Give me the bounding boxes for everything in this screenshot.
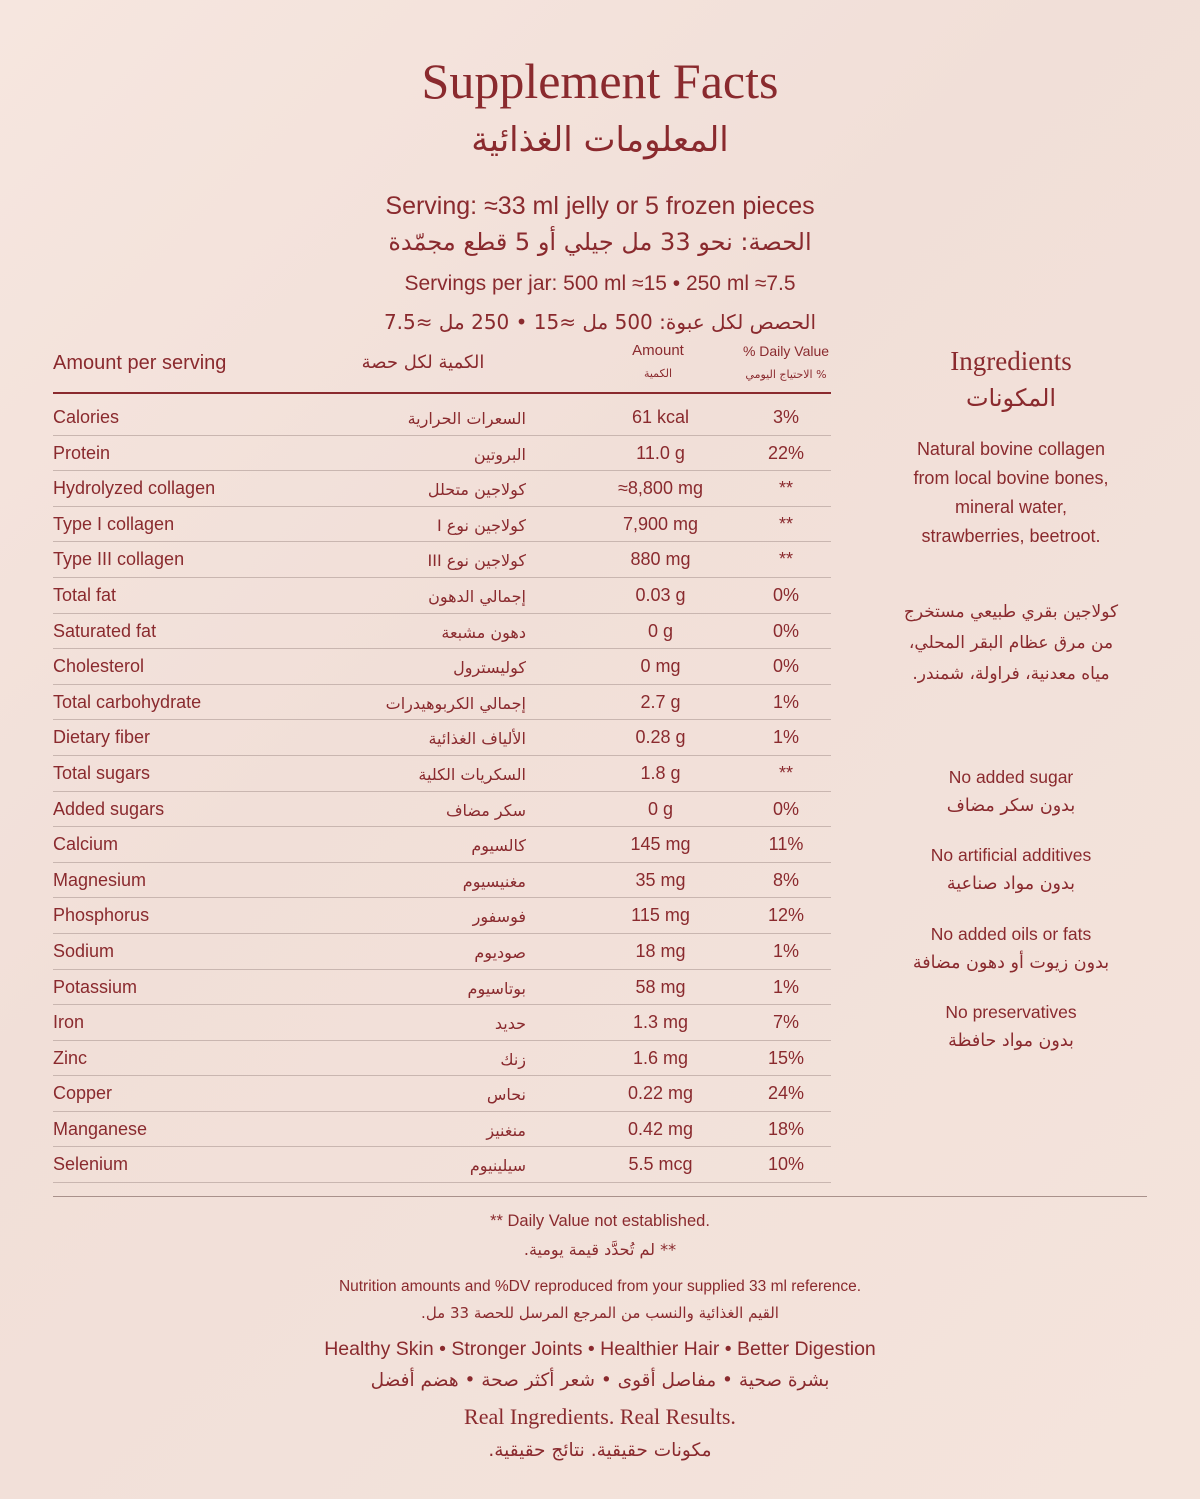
claim-label: No preservatives <box>945 1002 1077 1022</box>
slogan-arabic: مكونات حقيقية. نتائج حقيقية. <box>488 1440 712 1461</box>
page-title-arabic: المعلومات الغذائية <box>471 120 729 160</box>
nutrient-daily-value: ** <box>778 549 793 570</box>
claim-label-arabic: بدون سكر مضاف <box>946 796 1076 816</box>
nutrient-name-arabic: دهون مشبعة <box>441 622 526 642</box>
nutrient-daily-value: 3% <box>772 407 799 427</box>
nutrient-name-arabic: كالسيوم <box>471 836 526 856</box>
nutrient-name: Sodium <box>53 940 115 961</box>
source-note: Nutrition amounts and %DV reproduced from your supplied 33 ml reference. <box>338 1278 862 1295</box>
nutrient-amount: 0.22 mg <box>627 1083 694 1104</box>
slogan: Real Ingredients. Real Results. <box>464 1404 736 1429</box>
claim-no-artificial-additives <box>880 841 1142 899</box>
nutrient-amount: 1.6 mg <box>632 1047 689 1068</box>
ingredients-line: Natural bovine collagen <box>916 439 1106 459</box>
nutrient-name-arabic: حديد <box>494 1014 526 1034</box>
table-row <box>53 1076 831 1112</box>
nutrient-name-arabic: سيلينيوم <box>469 1156 526 1176</box>
nutrient-daily-value: 15% <box>767 1047 805 1068</box>
nutrient-name: Total fat <box>53 584 117 605</box>
nutrient-amount: 61 kcal <box>631 407 690 427</box>
nutrient-name-arabic: السعرات الحرارية <box>407 409 526 428</box>
header-amount-arabic: الكمية <box>643 367 673 380</box>
table-row <box>53 756 831 792</box>
nutrient-daily-value: ** <box>778 513 793 534</box>
nutrient-name-arabic: سكر مضاف <box>445 800 526 820</box>
ingredients-line-arabic: كولاجين بقري طبيعي مستخرج <box>903 602 1119 622</box>
header-daily-value: % Daily Value <box>742 343 830 359</box>
footer-divider <box>53 1196 1147 1197</box>
claim-no-preservatives <box>880 998 1142 1056</box>
servings-per-jar-arabic: الحصص لكل عبوة: 500 مل ≈15 • 250 مل ≈7.5 <box>383 310 817 334</box>
nutrient-amount: 0 mg <box>640 656 681 677</box>
header-amount-per-serving: Amount per serving <box>53 352 227 374</box>
nutrient-name: Calcium <box>53 834 119 855</box>
claim-label: No artificial additives <box>930 845 1092 865</box>
nutrient-name-arabic: بوتاسيوم <box>467 978 526 998</box>
nutrient-name-arabic: كولاجين نوع III <box>427 551 526 571</box>
nutrient-amount: 0 g <box>647 798 674 819</box>
table-row <box>53 507 831 543</box>
nutrient-name-arabic: فوسفور <box>472 907 526 927</box>
table-row <box>53 934 831 970</box>
nutrient-daily-value: 11% <box>768 834 804 855</box>
table-row <box>53 720 831 756</box>
nutrient-amount: 11.0 g <box>636 442 685 463</box>
nutrition-table-header <box>53 340 831 394</box>
table-row <box>53 970 831 1006</box>
nutrient-amount: 115 mg <box>631 905 690 926</box>
header-amount: Amount <box>632 342 684 359</box>
nutrient-name: Hydrolyzed collagen <box>53 478 216 499</box>
nutrient-amount: 7,900 mg <box>622 513 699 534</box>
nutrient-name-arabic: البروتين <box>473 444 526 464</box>
claim-label: No added sugar <box>948 767 1074 787</box>
table-row <box>53 436 831 472</box>
nutrient-daily-value: 1% <box>772 727 799 748</box>
nutrition-rows <box>53 400 831 1183</box>
nutrient-name: Total carbohydrate <box>53 691 202 712</box>
table-row <box>53 685 831 721</box>
serving-size-arabic: الحصة: نحو 33 مل جيلي أو 5 قطع مجمّدة <box>388 228 812 256</box>
table-row <box>53 649 831 685</box>
claim-label: No added oils or fats <box>930 924 1092 944</box>
nutrient-name-arabic: نحاس <box>486 1085 526 1105</box>
table-row <box>53 542 831 578</box>
nutrient-daily-value: 1% <box>772 940 799 961</box>
table-row <box>53 1005 831 1041</box>
table-row <box>53 471 831 507</box>
nutrient-name-arabic: مغنيسيوم <box>462 871 526 891</box>
nutrient-name: Copper <box>53 1083 113 1104</box>
table-row <box>53 1112 831 1148</box>
nutrient-name: Manganese <box>53 1118 148 1139</box>
nutrient-name-arabic: كوليسترول <box>453 658 526 678</box>
nutrient-amount: 35 mg <box>635 869 686 890</box>
table-row <box>53 614 831 650</box>
nutrient-name: Protein <box>53 442 111 463</box>
nutrient-name-arabic: الألياف الغذائية <box>428 729 526 749</box>
nutrient-daily-value: 0% <box>772 620 799 641</box>
nutrition-table <box>53 340 831 1183</box>
nutrient-daily-value: 1% <box>772 976 799 997</box>
serving-size: Serving: ≈33 ml jelly or 5 frozen pieces <box>385 192 815 220</box>
nutrient-amount: 0.28 g <box>635 727 686 748</box>
nutrient-amount: 0.42 mg <box>627 1118 694 1139</box>
nutrient-name: Iron <box>53 1012 85 1033</box>
nutrient-name: Zinc <box>53 1047 88 1068</box>
nutrient-name: Dietary fiber <box>53 727 151 748</box>
claim-label-arabic: بدون مواد صناعية <box>946 874 1076 894</box>
nutrient-name-arabic: السكريات الكلية <box>418 764 526 784</box>
nutrient-amount: 1.3 mg <box>632 1012 689 1033</box>
nutrient-amount: 1.8 g <box>640 762 681 783</box>
nutrient-name-arabic: زنك <box>500 1049 526 1069</box>
ingredients-title: Ingredients <box>950 346 1072 376</box>
nutrient-name-arabic: منغنيز <box>486 1120 526 1140</box>
nutrient-amount: ≈8,800 mg <box>618 478 703 499</box>
nutrient-daily-value: 12% <box>767 905 805 926</box>
source-note-arabic: القيم الغذائية والنسب من المرجع المرسل للحصة 33 مل. <box>421 1304 779 1322</box>
table-row <box>53 827 831 863</box>
nutrient-name: Phosphorus <box>53 905 150 926</box>
table-row <box>53 863 831 899</box>
benefits-line-arabic: بشرة صحية • مفاصل أقوى • شعر أكثر صحة • هضم أفضل <box>370 1370 830 1391</box>
nutrient-amount: 0 g <box>647 620 674 641</box>
nutrient-name: Selenium <box>53 1154 129 1175</box>
nutrient-name: Type I collagen <box>53 513 175 534</box>
nutrient-daily-value: 0% <box>772 584 799 605</box>
nutrient-amount: 145 mg <box>630 834 691 855</box>
nutrient-name: Potassium <box>53 976 138 997</box>
claim-label-arabic: بدون زيوت أو دهون مضافة <box>912 953 1110 973</box>
nutrient-daily-value: 18% <box>767 1118 805 1139</box>
claim-label-arabic: بدون مواد حافظة <box>948 1031 1074 1051</box>
nutrient-daily-value: 22% <box>767 442 805 463</box>
nutrient-daily-value: 8% <box>772 869 799 890</box>
table-row <box>53 898 831 934</box>
benefits-line: Healthy Skin • Stronger Joints • Healthier Hair • Better Digestion <box>324 1338 876 1360</box>
nutrient-name: Magnesium <box>53 869 147 890</box>
nutrient-name-arabic: إجمالي الكربوهيدرات <box>385 693 526 713</box>
claim-no-added-oils <box>880 920 1142 978</box>
nutrient-amount: 0.03 g <box>635 584 686 605</box>
dv-note-arabic: ** لم تُحدَّد قيمة يومية. <box>523 1240 677 1259</box>
table-row <box>53 1041 831 1077</box>
nutrient-name: Saturated fat <box>53 620 157 641</box>
nutrient-name: Cholesterol <box>53 656 145 677</box>
nutrient-amount: 58 mg <box>635 976 686 997</box>
nutrient-name: Type III collagen <box>53 549 185 570</box>
table-row <box>53 792 831 828</box>
nutrient-daily-value: ** <box>778 762 793 783</box>
header-daily-value-arabic: % الاحتياج اليومي <box>745 368 827 381</box>
nutrient-daily-value: ** <box>778 478 793 499</box>
ingredients-line: strawberries, beetroot. <box>921 526 1101 546</box>
nutrient-name: Total sugars <box>53 762 151 783</box>
nutrient-name-arabic: كولاجين متحلل <box>427 480 526 500</box>
nutrient-daily-value: 10% <box>767 1154 805 1175</box>
servings-per-jar: Servings per jar: 500 ml ≈15 • 250 ml ≈7.5 <box>404 272 796 295</box>
nutrient-amount: 18 mg <box>635 940 686 961</box>
ingredients-line-arabic: مياه معدنية، فراولة، شمندر. <box>912 664 1110 684</box>
nutrient-name: Calories <box>53 407 120 427</box>
header-amount-per-serving-arabic: الكمية لكل حصة <box>361 352 485 373</box>
nutrient-amount: 2.7 g <box>640 691 681 712</box>
nutrient-daily-value: 7% <box>772 1012 799 1033</box>
nutrient-daily-value: 0% <box>772 656 799 677</box>
ingredients-line-arabic: من مرق عظام البقر المحلي، <box>908 633 1114 653</box>
nutrient-name-arabic: إجمالي الدهون <box>428 586 526 606</box>
dv-note: ** Daily Value not established. <box>490 1212 710 1230</box>
ingredients-title-arabic: المكونات <box>965 384 1057 412</box>
ingredients-line: mineral water, <box>954 497 1068 517</box>
nutrient-daily-value: 24% <box>767 1083 805 1104</box>
page-title: Supplement Facts <box>421 53 779 109</box>
table-row <box>53 578 831 614</box>
table-row <box>53 1147 831 1183</box>
nutrient-name: Added sugars <box>53 798 165 819</box>
ingredients-line: from local bovine bones, <box>913 468 1109 488</box>
table-row <box>53 400 831 436</box>
nutrient-name-arabic: صوديوم <box>474 942 526 962</box>
nutrient-amount: 880 mg <box>630 549 691 570</box>
ingredients-text <box>880 435 1142 551</box>
nutrient-daily-value: 0% <box>772 798 799 819</box>
claim-no-added-sugar <box>880 763 1142 821</box>
nutrient-daily-value: 1% <box>772 691 799 712</box>
nutrient-amount: 5.5 mcg <box>628 1154 693 1175</box>
nutrient-name-arabic: كولاجين نوع I <box>436 515 526 535</box>
ingredients-text-arabic <box>880 597 1142 690</box>
